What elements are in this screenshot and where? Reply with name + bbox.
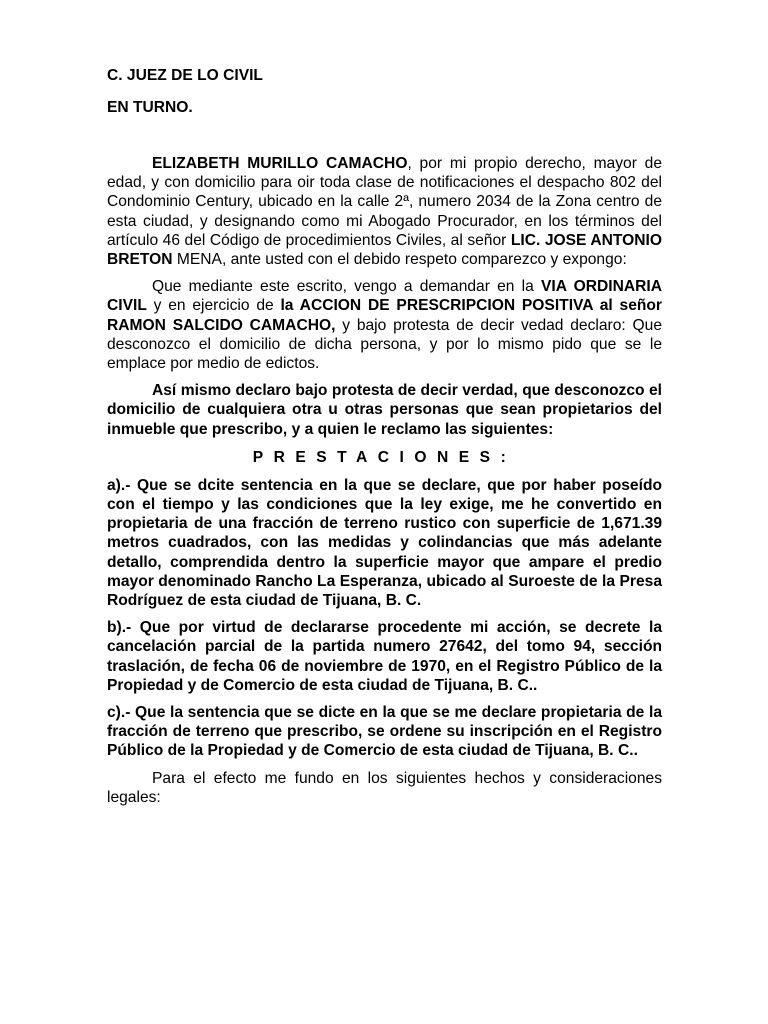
lawyer-name: LIC. JOSE ANTONIO BRETON <box>107 231 663 269</box>
declaration-paragraph: Así mismo declaro bajo protesta de decir verdad, que desconozco el domicilio de cualquiera otra u otras personas que sean propietarios del inmueble que prescribo, y a quien le reclamo las siguientes: <box>107 382 662 438</box>
demand-text-1: Que mediante este escrito, vengo a demandar en la <box>152 278 542 296</box>
addressee-line-1: C. JUEZ DE LO CIVIL <box>107 67 263 84</box>
demand-text-2: y en ejercicio de <box>146 297 281 315</box>
prestacion-a: a).- Que se dcite sentencia en la que se declare, que por haber poseído con el tiempo y las condiciones que la ley exige, me he convertido en propietaria de una fracción de terreno rustico con superficie de 1,671.39 metros cuadrados, con las medidas y colindancias que más adelante detallo, comprendida dentro la superficie mayor que ampare el predio mayor denominado Rancho La Esperanza, ubicado al Suroeste de la Presa Rodríguez de esta ciudad de Tijuana, B. C. <box>107 476 662 610</box>
intro-paragraph <box>107 154 662 269</box>
demand-bold-1: VIA ORDINARIA CIVIL <box>107 278 662 315</box>
plaintiff-name: ELIZABETH MURILLO CAMACHO <box>152 155 408 172</box>
demand-paragraph <box>107 277 662 373</box>
closing-paragraph: Para el efecto me fundo en los siguientes hechos y consideraciones legales: <box>107 769 662 806</box>
section-heading: PRESTACIONES: <box>252 448 517 466</box>
prestacion-b: b).- Que por virtud de declararse procedente mi acción, se decrete la cancelación parcial de la partida numero 27642, del tomo 94, sección traslación, de fecha 06 de noviembre de 1970, en el Registro Público de la Propiedad y de Comercio de esta ciudad de Tijuana, B. C.. <box>107 619 662 694</box>
demand-text-3: y bajo protesta de decir vedad declaro: Que desconozco el domicilio de dicha persona, y por lo mismo pido que se le emplace por medio de edictos. <box>107 316 663 373</box>
intro-text-1: , por mi propio derecho, mayor de edad, y con domicilio para oir toda clase de notificaciones el despacho 802 del Condominio Century, ubicado en la calle 2ª, numero 2034 de la Zona centro de esta ciudad, y designando como mi Abogado Procurador, en los términos del artículo 46 del Código de procedimientos Civiles, al señor <box>107 155 662 249</box>
prestacion-c: c).- Que la sentencia que se dicte en la que se me declare propietaria de la fracción de terreno que prescribo, se ordene su inscripción en el Registro Público de la Propiedad y de Comercio de esta ciudad de Tijuana, B. C.. <box>107 704 662 760</box>
intro-text-2: MENA, ante usted con el debido respeto comparezco y expongo: <box>172 251 627 269</box>
addressee-line-2: EN TURNO. <box>107 99 193 116</box>
demand-bold-2: la ACCION DE PRESCRIPCION POSITIVA al señor RAMON SALCIDO CAMACHO, <box>107 297 662 334</box>
